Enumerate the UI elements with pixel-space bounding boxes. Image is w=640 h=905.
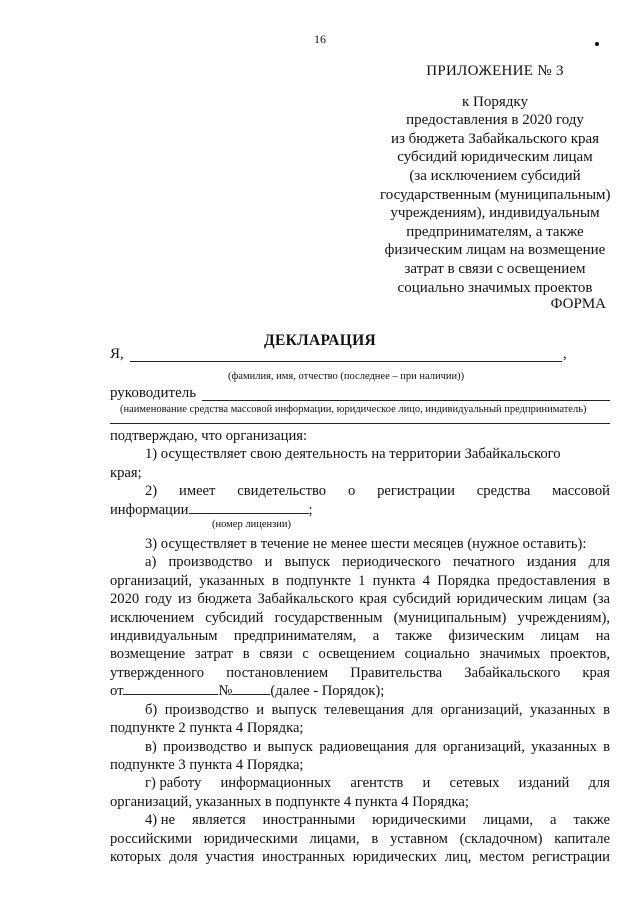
item-1-line: 1) осуществляет свою деятельность на территории Забайкальского bbox=[145, 446, 561, 463]
item-4-word: юридическими bbox=[372, 812, 467, 829]
item-4-line bbox=[110, 811, 610, 829]
item-3-line: 3) осуществляет в течение не менее шести месяцев (нужное оставить): bbox=[145, 536, 587, 553]
item-4-word: лицами, bbox=[482, 812, 534, 829]
license-hint: (номер лицензии) bbox=[212, 519, 291, 531]
item-a-line: возмещение затрат в связи с освещением социально значимых проектов, bbox=[110, 646, 610, 663]
item-a-line: исключением субсидий государственным (муниципальным) учреждениям), bbox=[110, 609, 610, 626]
item-4-line-3: которых доля участия иностранных юридических лиц, местом регистрации bbox=[110, 848, 610, 865]
appendix-line: из бюджета Забайкальского края bbox=[390, 130, 600, 147]
item-2-word: 2) bbox=[145, 483, 158, 500]
number-label: № bbox=[218, 683, 233, 700]
head-field-label: руководитель bbox=[110, 385, 197, 401]
item-2-word: массовой bbox=[552, 483, 610, 500]
item-a-word: утвержденного bbox=[110, 664, 205, 681]
item-2-word: о bbox=[347, 483, 356, 500]
head-field-hint: (наименование средства массовой информации, юридическое лицо, индивидуальный предприниматель) bbox=[120, 404, 587, 415]
item-g-word: изданий bbox=[518, 775, 570, 792]
name-field-hint: (фамилия, имя, отчество (последнее – при наличии)) bbox=[228, 371, 465, 382]
appendix-title: ПРИЛОЖЕНИЕ № 3 bbox=[426, 63, 564, 79]
item-a-date-line bbox=[110, 682, 610, 700]
item-4-word: является bbox=[192, 812, 246, 829]
item-g-word: агентств bbox=[350, 775, 404, 792]
head-field-line[interactable] bbox=[202, 400, 610, 401]
item-a-word: постановлением bbox=[226, 664, 329, 681]
document-title: ДЕКЛАРАЦИЯ bbox=[264, 332, 376, 349]
item-g-word: г) работу bbox=[145, 775, 202, 792]
declaration-body bbox=[110, 427, 610, 866]
appendix-line: предоставления в 2020 году bbox=[406, 112, 584, 129]
name-field-end: , bbox=[563, 346, 567, 362]
item-a-word: Забайкальского bbox=[464, 664, 561, 681]
item-2-info: информации bbox=[110, 501, 189, 518]
item-v-line-2: подпункте 3 пункта 4 Порядка; bbox=[110, 756, 304, 773]
item-4-word: иностранными bbox=[262, 812, 356, 829]
form-label: ФОРМА bbox=[550, 296, 606, 312]
item-g-word: сетевых bbox=[449, 775, 500, 792]
scan-dot-mark bbox=[595, 42, 599, 46]
confirm-text: подтверждаю, что организация: bbox=[110, 428, 308, 444]
appendix-line: к Порядку bbox=[462, 93, 528, 110]
item-2-word: имеет bbox=[179, 483, 216, 500]
head-field-line-2[interactable] bbox=[110, 423, 610, 424]
item-v-line: в) производство и выпуск радиовещания для организаций, указанных в bbox=[145, 738, 610, 755]
appendix-line: затрат в связи с освещением bbox=[404, 260, 586, 277]
appendix-line: физическим лицам на возмещение bbox=[384, 242, 606, 259]
item-b-line: б) производство и выпуск телевещания для организаций, указанных в bbox=[145, 701, 610, 718]
item-1-line-2: края; bbox=[110, 464, 142, 481]
appendix-block bbox=[380, 62, 610, 297]
appendix-line: предпринимателям, а также bbox=[406, 223, 584, 240]
item-g-line-2: организаций, указанных в подпункте 4 пункта 4 Порядка; bbox=[110, 793, 469, 810]
item-g-word: информационных bbox=[220, 775, 332, 792]
page-number: 16 bbox=[314, 32, 326, 46]
from-label: от bbox=[110, 683, 124, 700]
item-2-word: свидетельство bbox=[237, 483, 327, 500]
item-2-word: регистрации bbox=[377, 483, 455, 500]
appendix-line: субсидий юридическим лицам bbox=[397, 149, 593, 166]
appendix-line: учреждениям), индивидуальным bbox=[390, 205, 600, 222]
item-a-word: края bbox=[582, 664, 610, 681]
appendix-line: государственным (муниципальным) bbox=[380, 186, 611, 203]
item-4-word: также bbox=[573, 812, 610, 829]
appendix-line: (за исключением субсидий bbox=[409, 167, 581, 184]
item-2-line bbox=[110, 482, 610, 500]
item-b-line-2: подпункте 2 пункта 4 Порядка; bbox=[110, 720, 304, 737]
date-field[interactable] bbox=[123, 682, 218, 695]
item-a-line: а) производство и выпуск периодического печатного издания для bbox=[145, 554, 610, 571]
name-field-line[interactable] bbox=[130, 361, 562, 362]
item-2-end: ; bbox=[308, 501, 313, 518]
item-2-line-2 bbox=[110, 501, 610, 519]
item-a-approved-line bbox=[110, 664, 610, 682]
item-a-line: организаций, указанных в подпункте 1 пункта 4 Порядка предоставления в bbox=[110, 572, 610, 589]
item-a-word: Правительства bbox=[350, 664, 443, 681]
item-2-word: средства bbox=[476, 483, 531, 500]
decree-number-field[interactable] bbox=[232, 682, 270, 695]
name-field-label: Я, bbox=[110, 346, 124, 362]
item-g-line bbox=[110, 774, 610, 792]
appendix-line: социально значимых проектов bbox=[397, 279, 593, 296]
item-4-word: 4) не bbox=[145, 812, 176, 829]
item-4-word: а bbox=[550, 812, 557, 829]
item-4-line-2: российскими юридическими лицами, в уставном (складочном) капитале bbox=[110, 830, 610, 847]
item-a-tail: (далее - Порядок); bbox=[270, 683, 385, 700]
item-a-line: 2020 году из бюджета Забайкальского края субсидий юридическим лицам (за bbox=[110, 591, 610, 608]
item-g-word: и bbox=[422, 775, 431, 792]
item-a-line: индивидуальным предпринимателям, а также физическим лицам на bbox=[110, 628, 610, 645]
item-g-word: для bbox=[588, 775, 610, 792]
license-number-field[interactable] bbox=[189, 501, 309, 514]
